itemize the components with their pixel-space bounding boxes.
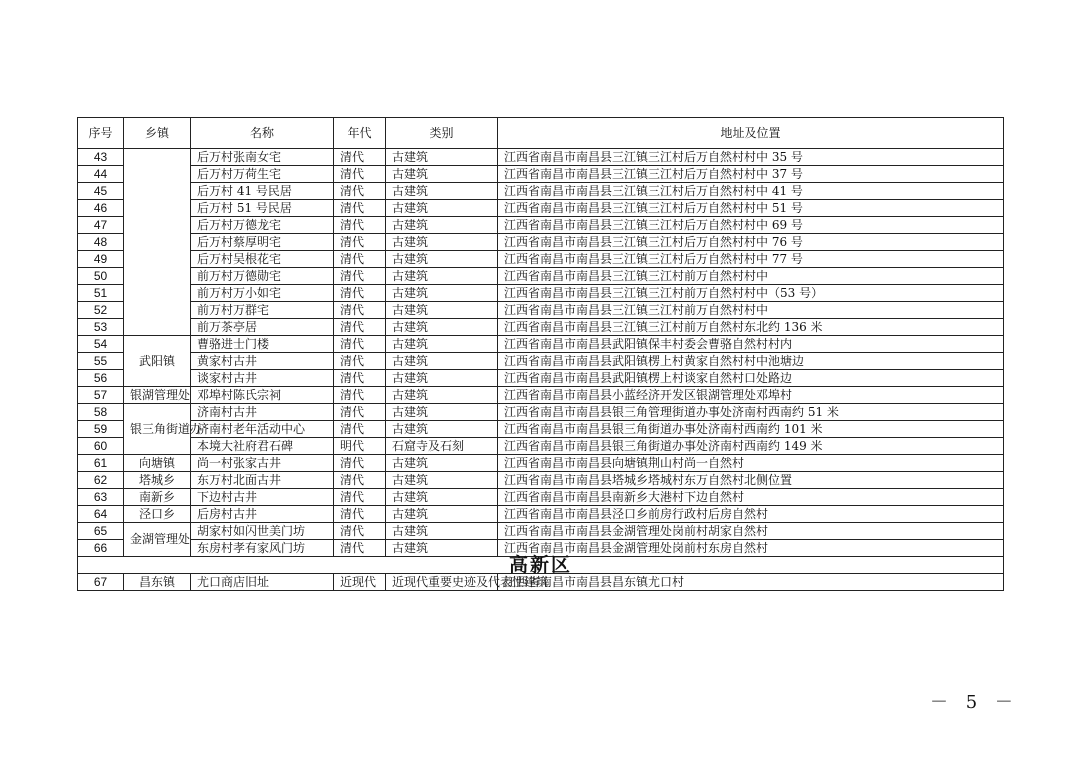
row-name: 后万村万德龙宅 bbox=[191, 217, 334, 234]
header-town: 乡镇 bbox=[124, 118, 191, 149]
row-address: 江西省南昌市南昌县昌东镇尤口村 bbox=[498, 574, 1004, 591]
row-era: 清代 bbox=[334, 217, 386, 234]
town-cell: 银三角街道办 bbox=[124, 404, 191, 455]
table-row bbox=[78, 234, 1004, 251]
town-cell: 武阳镇 bbox=[124, 336, 191, 387]
table-row bbox=[78, 370, 1004, 387]
row-address: 江西省南昌市南昌县武阳镇楞上村谈家自然村口处路边 bbox=[498, 370, 1004, 387]
row-era: 清代 bbox=[334, 319, 386, 336]
table-row bbox=[78, 506, 1004, 523]
row-address: 江西省南昌市南昌县三江镇三江村前万自然村村中 bbox=[498, 302, 1004, 319]
row-address: 江西省南昌市南昌县银三角街道办事处济南村西南约 101 米 bbox=[498, 421, 1004, 438]
row-category: 古建筑 bbox=[386, 455, 498, 472]
row-seq: 49 bbox=[78, 251, 124, 268]
row-category: 近现代重要史迹及代表性建筑 bbox=[386, 574, 498, 591]
row-address: 江西省南昌市南昌县小蓝经济开发区银湖管理处邓埠村 bbox=[498, 387, 1004, 404]
row-name: 曹骆进士门楼 bbox=[191, 336, 334, 353]
page-number: － 5 － bbox=[930, 692, 1019, 713]
section-title: 高新区 bbox=[78, 557, 1004, 574]
row-category: 石窟寺及石刻 bbox=[386, 438, 498, 455]
town-cell: 银湖管理处 bbox=[124, 387, 191, 404]
row-name: 尚一村张家古井 bbox=[191, 455, 334, 472]
table-row bbox=[78, 251, 1004, 268]
row-address: 江西省南昌市南昌县金湖管理处岗前村东房自然村 bbox=[498, 540, 1004, 557]
town-cell: 泾口乡 bbox=[124, 506, 191, 523]
row-category: 古建筑 bbox=[386, 472, 498, 489]
row-seq: 56 bbox=[78, 370, 124, 387]
row-name: 后万村 51 号民居 bbox=[191, 200, 334, 217]
row-seq: 50 bbox=[78, 268, 124, 285]
heritage-table bbox=[77, 117, 1004, 591]
row-category: 古建筑 bbox=[386, 302, 498, 319]
row-address: 江西省南昌市南昌县银三角管理街道办事处济南村西南约 51 米 bbox=[498, 404, 1004, 421]
row-address: 江西省南昌市南昌县向塘镇荆山村尚一自然村 bbox=[498, 455, 1004, 472]
row-category: 古建筑 bbox=[386, 285, 498, 302]
row-name: 后万村吴根花宅 bbox=[191, 251, 334, 268]
row-era: 清代 bbox=[334, 540, 386, 557]
row-name: 后万村张南女宅 bbox=[191, 149, 334, 166]
row-seq: 63 bbox=[78, 489, 124, 506]
table-row bbox=[78, 455, 1004, 472]
row-seq: 58 bbox=[78, 404, 124, 421]
row-seq: 66 bbox=[78, 540, 124, 557]
row-address: 江西省南昌市南昌县南新乡大港村下边自然村 bbox=[498, 489, 1004, 506]
row-address: 江西省南昌市南昌县泾口乡前房行政村后房自然村 bbox=[498, 506, 1004, 523]
row-era: 清代 bbox=[334, 455, 386, 472]
row-category: 古建筑 bbox=[386, 336, 498, 353]
row-address: 江西省南昌市南昌县三江镇三江村前万自然村村中（53 号） bbox=[498, 285, 1004, 302]
row-name: 前万村万德勋宅 bbox=[191, 268, 334, 285]
table-row bbox=[78, 217, 1004, 234]
row-era: 清代 bbox=[334, 166, 386, 183]
row-era: 清代 bbox=[334, 506, 386, 523]
row-address: 江西省南昌市南昌县三江镇三江村后万自然村村中 41 号 bbox=[498, 183, 1004, 200]
row-era: 清代 bbox=[334, 523, 386, 540]
row-era: 近现代 bbox=[334, 574, 386, 591]
row-address: 江西省南昌市南昌县三江镇三江村后万自然村村中 77 号 bbox=[498, 251, 1004, 268]
town-cell: 昌东镇 bbox=[124, 574, 191, 591]
row-category: 古建筑 bbox=[386, 166, 498, 183]
row-name: 济南村古井 bbox=[191, 404, 334, 421]
row-address: 江西省南昌市南昌县三江镇三江村后万自然村村中 69 号 bbox=[498, 217, 1004, 234]
row-name: 后万村 41 号民居 bbox=[191, 183, 334, 200]
row-era: 清代 bbox=[334, 302, 386, 319]
row-address: 江西省南昌市南昌县三江镇三江村前万自然村东北约 136 米 bbox=[498, 319, 1004, 336]
row-name: 东万村北面古井 bbox=[191, 472, 334, 489]
table-row bbox=[78, 336, 1004, 353]
row-seq: 44 bbox=[78, 166, 124, 183]
row-seq: 47 bbox=[78, 217, 124, 234]
table-row bbox=[78, 183, 1004, 200]
row-era: 清代 bbox=[334, 285, 386, 302]
row-category: 古建筑 bbox=[386, 404, 498, 421]
table-row bbox=[78, 574, 1004, 591]
table-row bbox=[78, 149, 1004, 166]
row-category: 古建筑 bbox=[386, 387, 498, 404]
row-category: 古建筑 bbox=[386, 489, 498, 506]
row-address: 江西省南昌市南昌县金湖管理处岗前村胡家自然村 bbox=[498, 523, 1004, 540]
row-seq: 59 bbox=[78, 421, 124, 438]
row-seq: 53 bbox=[78, 319, 124, 336]
town-cell: 塔城乡 bbox=[124, 472, 191, 489]
table-row bbox=[78, 404, 1004, 421]
row-seq: 55 bbox=[78, 353, 124, 370]
table-row bbox=[78, 472, 1004, 489]
row-seq: 51 bbox=[78, 285, 124, 302]
row-address: 江西省南昌市南昌县银三角街道办事处济南村西南约 149 米 bbox=[498, 438, 1004, 455]
row-name: 胡家村如闪世美门坊 bbox=[191, 523, 334, 540]
row-category: 古建筑 bbox=[386, 183, 498, 200]
row-era: 清代 bbox=[334, 421, 386, 438]
row-era: 清代 bbox=[334, 149, 386, 166]
row-name: 济南村老年活动中心 bbox=[191, 421, 334, 438]
row-name: 黄家村古井 bbox=[191, 353, 334, 370]
row-seq: 67 bbox=[78, 574, 124, 591]
row-address: 江西省南昌市南昌县塔城乡塔城村东万自然村北侧位置 bbox=[498, 472, 1004, 489]
row-seq: 62 bbox=[78, 472, 124, 489]
table-row bbox=[78, 421, 1004, 438]
row-category: 古建筑 bbox=[386, 200, 498, 217]
header-address: 地址及位置 bbox=[498, 118, 1004, 149]
row-category: 古建筑 bbox=[386, 217, 498, 234]
row-category: 古建筑 bbox=[386, 353, 498, 370]
section-row bbox=[78, 557, 1004, 574]
row-era: 清代 bbox=[334, 353, 386, 370]
row-category: 古建筑 bbox=[386, 251, 498, 268]
table-row bbox=[78, 387, 1004, 404]
row-seq: 46 bbox=[78, 200, 124, 217]
row-name: 前万村万小如宅 bbox=[191, 285, 334, 302]
town-cell: 向塘镇 bbox=[124, 455, 191, 472]
row-seq: 64 bbox=[78, 506, 124, 523]
table-row bbox=[78, 438, 1004, 455]
table-row bbox=[78, 489, 1004, 506]
row-era: 清代 bbox=[334, 234, 386, 251]
table-row bbox=[78, 302, 1004, 319]
row-category: 古建筑 bbox=[386, 149, 498, 166]
row-name: 尤口商店旧址 bbox=[191, 574, 334, 591]
row-name: 下边村古井 bbox=[191, 489, 334, 506]
row-seq: 60 bbox=[78, 438, 124, 455]
row-era: 清代 bbox=[334, 404, 386, 421]
row-name: 邓埠村陈氏宗祠 bbox=[191, 387, 334, 404]
row-name: 前万村万群宅 bbox=[191, 302, 334, 319]
town-cell: 金湖管理处 bbox=[124, 523, 191, 557]
row-name: 后万村蔡厚明宅 bbox=[191, 234, 334, 251]
row-seq: 61 bbox=[78, 455, 124, 472]
row-address: 江西省南昌市南昌县武阳镇楞上村黄家自然村村中池塘边 bbox=[498, 353, 1004, 370]
row-era: 明代 bbox=[334, 438, 386, 455]
row-address: 江西省南昌市南昌县三江镇三江村前万自然村村中 bbox=[498, 268, 1004, 285]
table-row bbox=[78, 285, 1004, 302]
table-row bbox=[78, 166, 1004, 183]
row-name: 东房村孝有家风门坊 bbox=[191, 540, 334, 557]
row-address: 江西省南昌市南昌县三江镇三江村后万自然村村中 51 号 bbox=[498, 200, 1004, 217]
town-cell bbox=[124, 149, 191, 336]
town-cell: 南新乡 bbox=[124, 489, 191, 506]
row-seq: 52 bbox=[78, 302, 124, 319]
row-era: 清代 bbox=[334, 251, 386, 268]
row-category: 古建筑 bbox=[386, 234, 498, 251]
header-seq: 序号 bbox=[78, 118, 124, 149]
table-header-row bbox=[78, 118, 1004, 149]
header-name: 名称 bbox=[191, 118, 334, 149]
row-address: 江西省南昌市南昌县三江镇三江村后万自然村村中 35 号 bbox=[498, 149, 1004, 166]
table-row bbox=[78, 319, 1004, 336]
row-category: 古建筑 bbox=[386, 523, 498, 540]
row-seq: 57 bbox=[78, 387, 124, 404]
header-era: 年代 bbox=[334, 118, 386, 149]
row-era: 清代 bbox=[334, 370, 386, 387]
row-era: 清代 bbox=[334, 268, 386, 285]
header-category: 类别 bbox=[386, 118, 498, 149]
row-category: 古建筑 bbox=[386, 540, 498, 557]
row-era: 清代 bbox=[334, 183, 386, 200]
row-era: 清代 bbox=[334, 387, 386, 404]
row-era: 清代 bbox=[334, 200, 386, 217]
row-name: 本境大社府君石碑 bbox=[191, 438, 334, 455]
row-category: 古建筑 bbox=[386, 370, 498, 387]
row-name: 前万茶亭居 bbox=[191, 319, 334, 336]
row-era: 清代 bbox=[334, 336, 386, 353]
row-category: 古建筑 bbox=[386, 268, 498, 285]
row-name: 后房村古井 bbox=[191, 506, 334, 523]
row-name: 后万村万荷生宅 bbox=[191, 166, 334, 183]
row-address: 江西省南昌市南昌县武阳镇保丰村委会曹骆自然村村内 bbox=[498, 336, 1004, 353]
table-row bbox=[78, 353, 1004, 370]
table-row bbox=[78, 268, 1004, 285]
row-seq: 54 bbox=[78, 336, 124, 353]
row-address: 江西省南昌市南昌县三江镇三江村后万自然村村中 37 号 bbox=[498, 166, 1004, 183]
row-name: 谈家村古井 bbox=[191, 370, 334, 387]
row-category: 古建筑 bbox=[386, 506, 498, 523]
row-seq: 45 bbox=[78, 183, 124, 200]
row-category: 古建筑 bbox=[386, 421, 498, 438]
table-row bbox=[78, 200, 1004, 217]
row-era: 清代 bbox=[334, 472, 386, 489]
row-address: 江西省南昌市南昌县三江镇三江村后万自然村村中 76 号 bbox=[498, 234, 1004, 251]
row-seq: 48 bbox=[78, 234, 124, 251]
row-seq: 43 bbox=[78, 149, 124, 166]
row-seq: 65 bbox=[78, 523, 124, 540]
row-category: 古建筑 bbox=[386, 319, 498, 336]
table-row bbox=[78, 523, 1004, 540]
row-era: 清代 bbox=[334, 489, 386, 506]
